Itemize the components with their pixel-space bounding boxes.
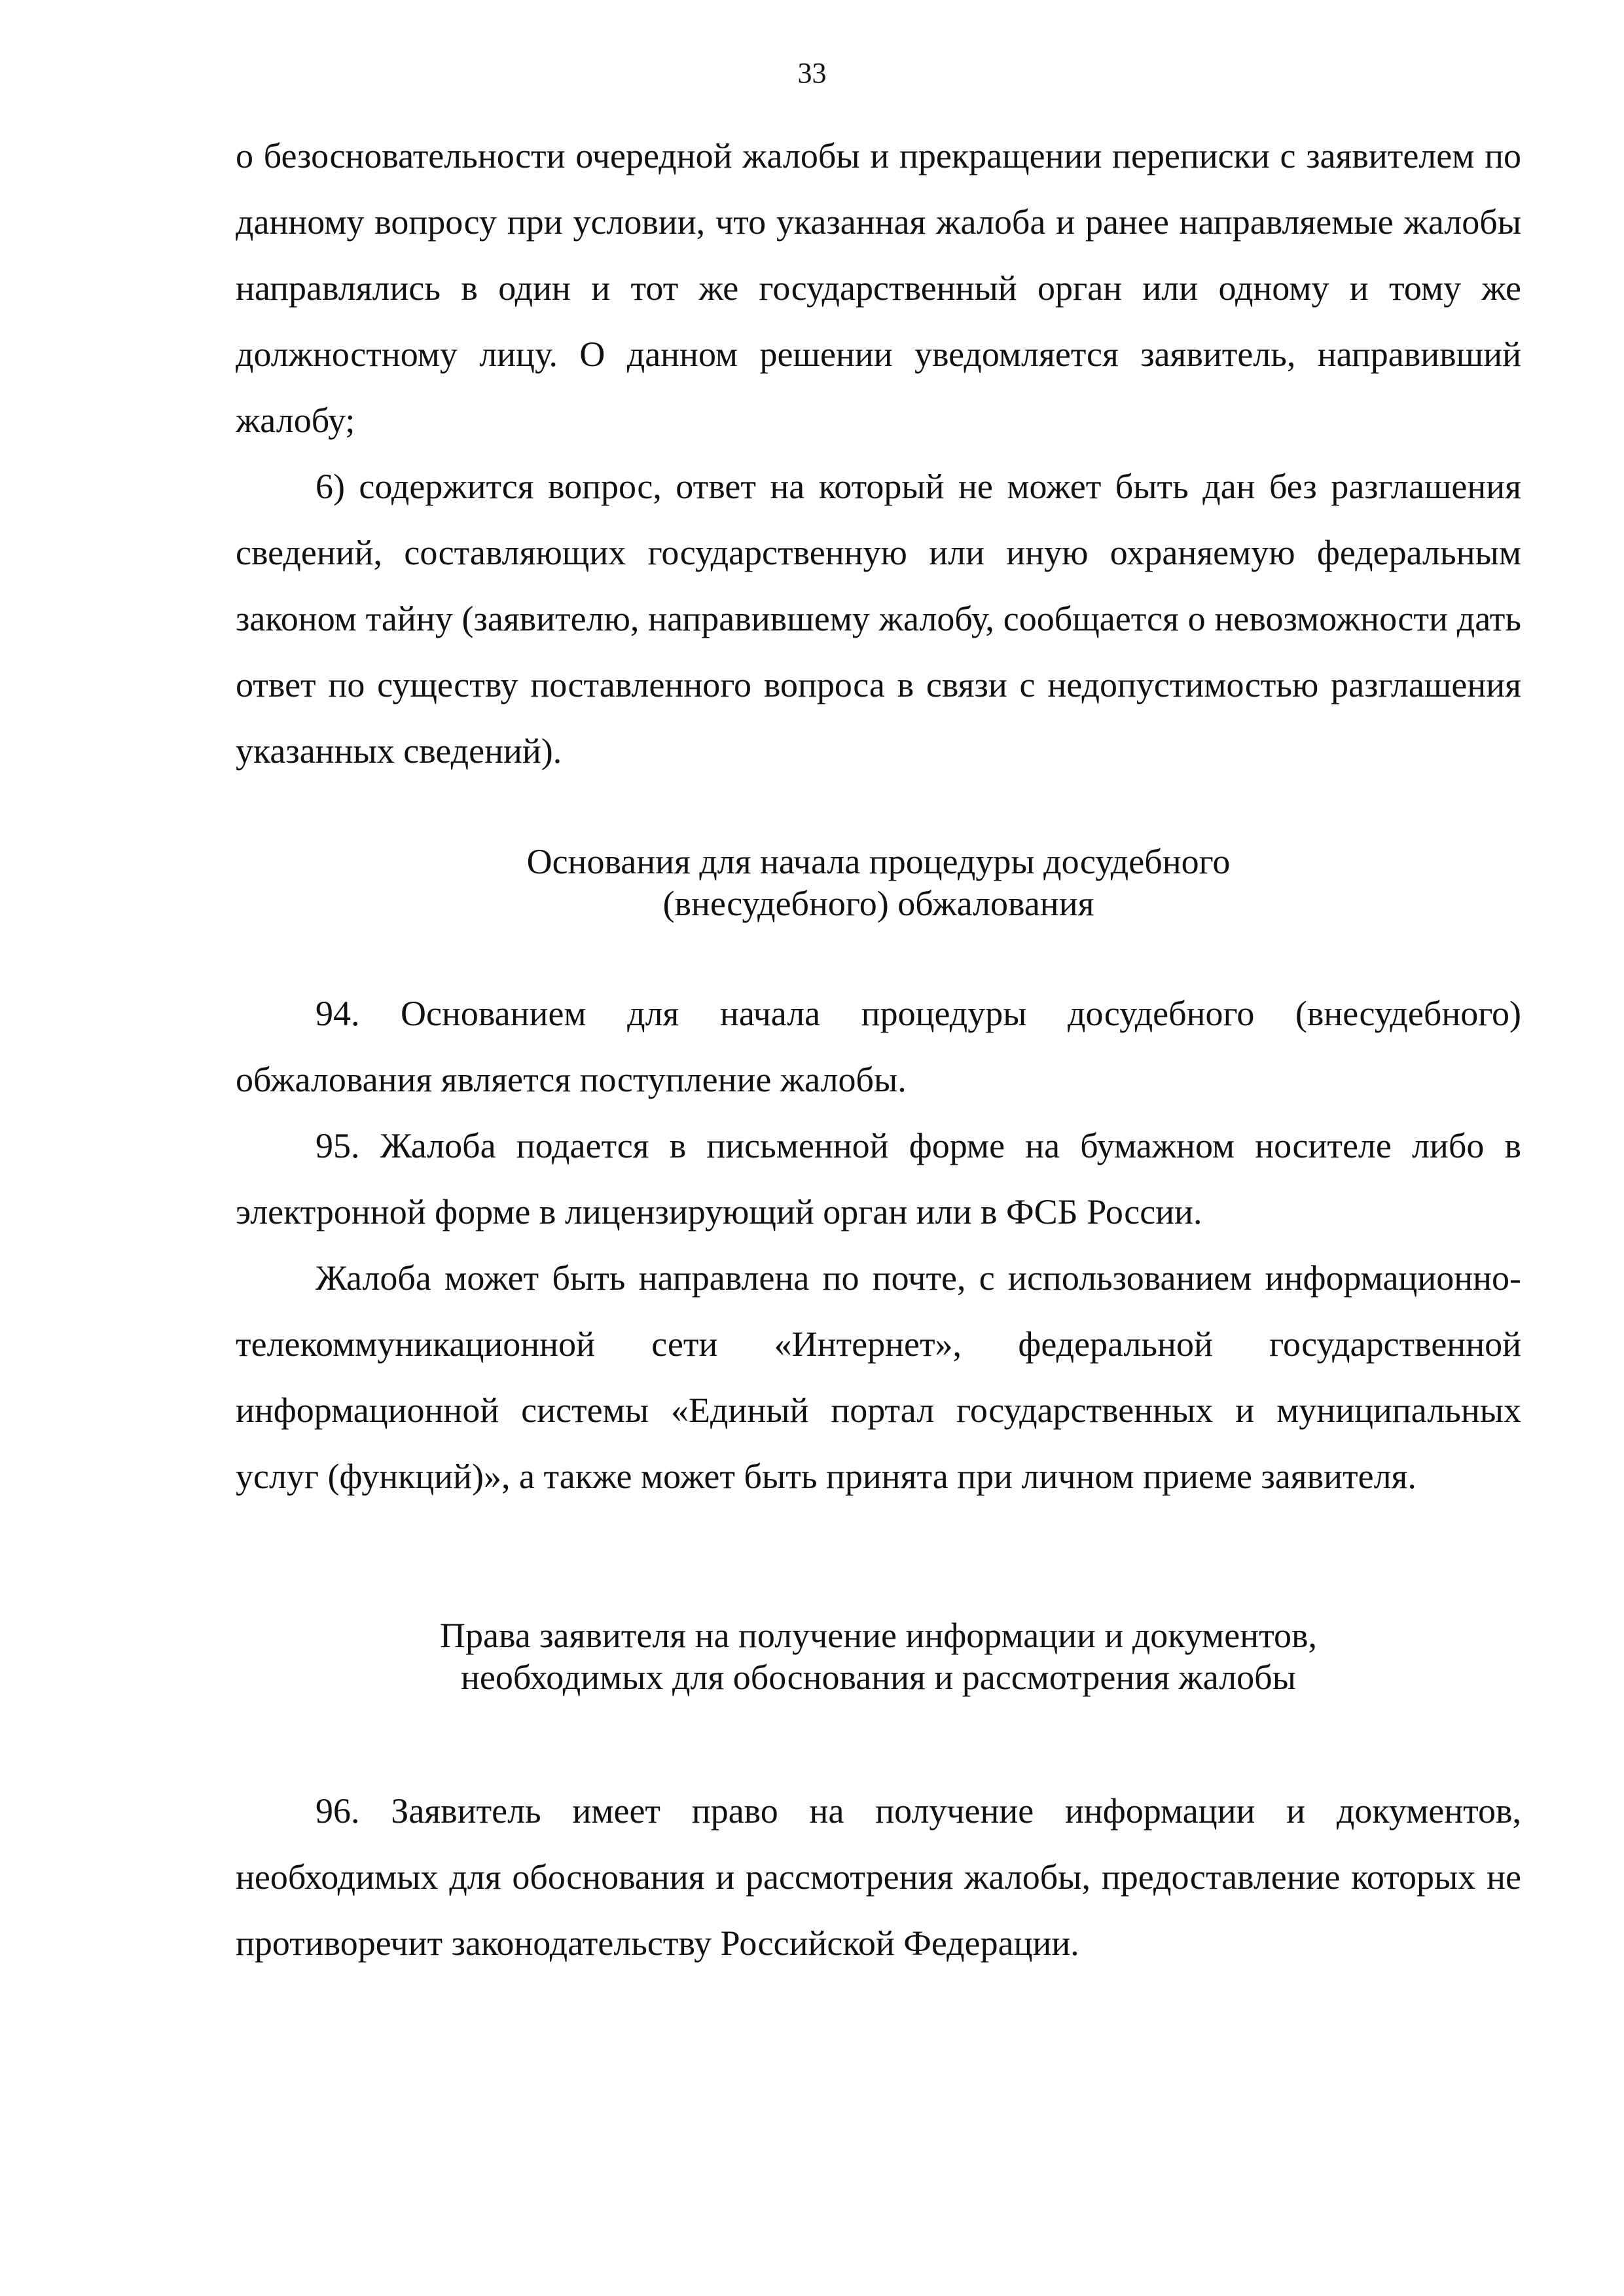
- section-heading-grounds-line-1: Основания для начала процедуры досудебного: [526, 842, 1231, 881]
- paragraph-95: 95. Жалоба подается в письменной форме на бумажном носителе либо в электронной форме в лицензирующий орган или в ФСБ России.: [236, 1126, 1521, 1231]
- paragraph-continuation: о безосновательности очередной жалобы и прекращении переписки с заявителем по данному вопросу при условии, что указанная жалоба и ранее направляемые жалобы направлялись в один и тот же государственный орган или одному и тому же должностному лицу. О данном решении уведомляется заявитель, направивший жалобу;: [236, 136, 1521, 440]
- paragraph-96: 96. Заявитель имеет право на получение информации и документов, необходимых для обоснования и рассмотрения жалобы, предоставление которых не противоречит законодательству Российской Федерации.: [236, 1791, 1521, 1963]
- document-body: [236, 123, 1521, 1977]
- paragraph-94: 94. Основанием для начала процедуры досудебного (внесудебного) обжалования является поступление жалобы.: [236, 994, 1521, 1099]
- paragraph-95-continued: Жалоба может быть направлена по почте, с использованием информационно-телекоммуникационной сети «Интернет», федеральной государственной информационной системы «Единый портал государственных и муниципальных услуг (функций)», а также может быть принята при личном приеме заявителя.: [236, 1258, 1521, 1496]
- paragraph-item-6: 6) содержится вопрос, ответ на который не может быть дан без разглашения сведений, составляющих государственную или иную охраняемую федеральным законом тайну (заявителю, направившему жалобу, сообщается о невозможности дать ответ по существу поставленного вопроса в связи с недопустимостью разглашения указанных сведений).: [236, 467, 1521, 771]
- section-heading-grounds-line-2: (внесудебного) обжалования: [662, 884, 1094, 923]
- section-heading-rights-line-1: Права заявителя на получение информации и документов,: [440, 1616, 1317, 1655]
- section-heading-rights-line-2: необходимых для обоснования и рассмотрения жалобы: [461, 1658, 1296, 1697]
- page-number: 33: [797, 57, 827, 89]
